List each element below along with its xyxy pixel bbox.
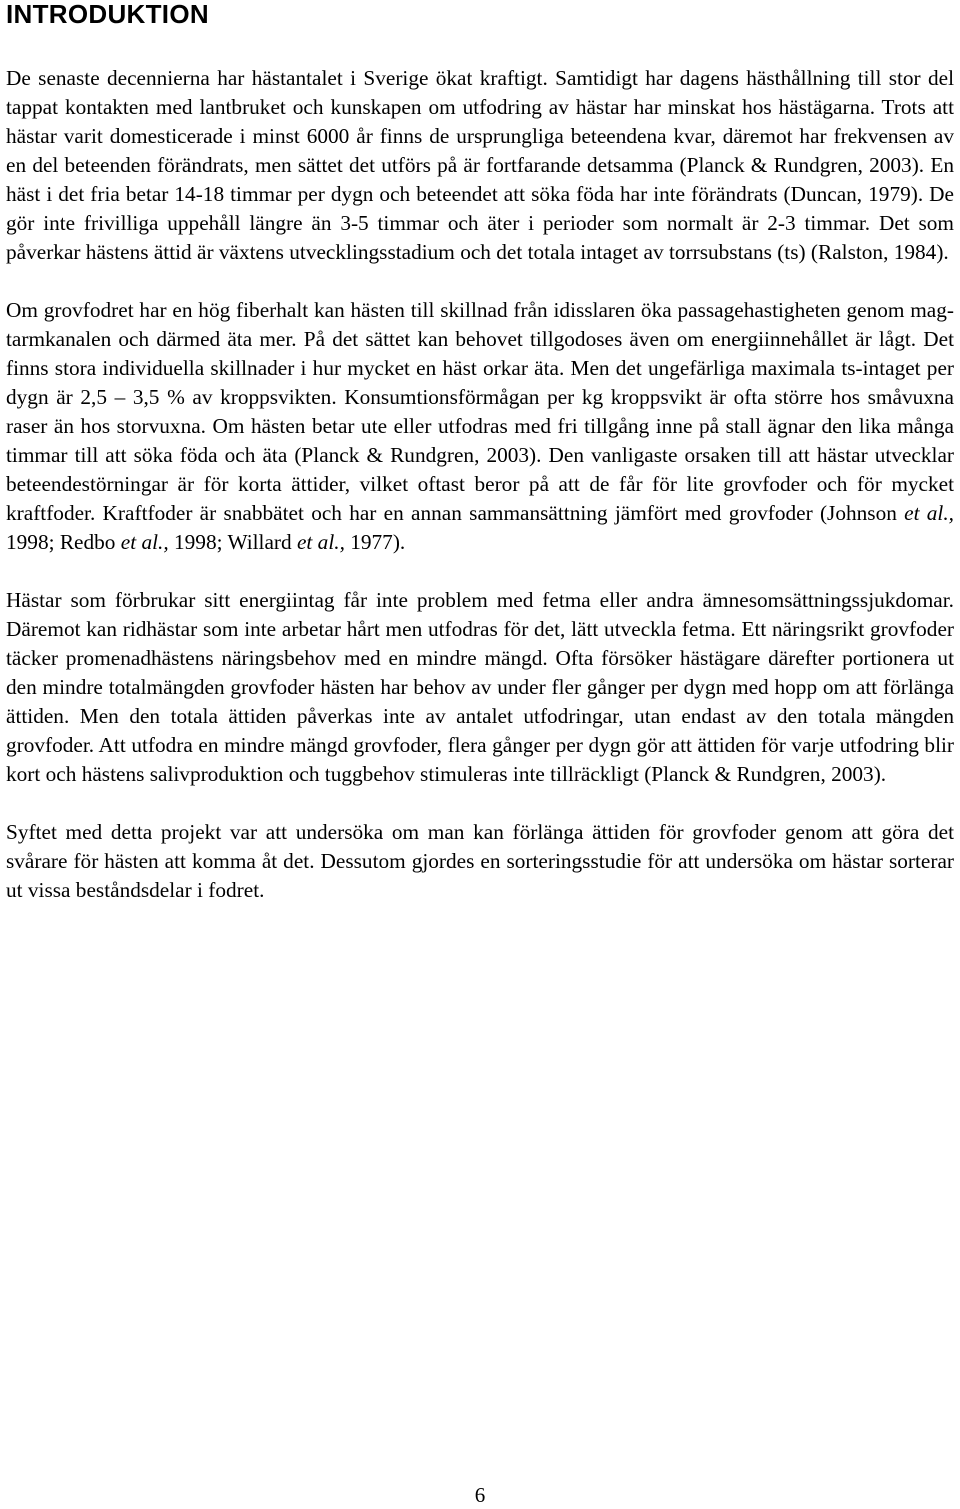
paragraph-4: Syftet med detta projekt var att undersöka om man kan förlänga ättiden för grovfoder genom att göra det svårare för hästen att komma åt det. Dessutom gjordes en sorteringsstudie för att undersöka om hästar sorterar ut vissa beståndsdelar i fodret. xyxy=(6,820,954,902)
paragraph-2-text: 1977). xyxy=(344,530,406,554)
citation-et-al: et al., xyxy=(120,530,169,554)
paragraph-2-text: Om grovfodret har en hög fiberhalt kan hästen till skillnad från idisslaren öka passagehastigheten genom mag-tarmkanalen och därmed äta mer. På det sättet kan behovet tillgodoses även om energiinnehållet är lågt. Det finns stora individuella skillnader i hur mycket en häst orkar äta. Men det ungefärliga maximala ts-intaget per dygn är 2,5 – 3,5 % av kroppsvikten. Konsumtionsförmågan per kg kroppsvikt är ofta större hos småvuxna raser än hos storvuxna. Om hästen betar ute eller utfodras med fri tillgång inne på stall ägnar den lika många timmar till att söka föda och äta (Planck & Rundgren, 2003). Den vanligaste orsaken till att hästar utvecklar beteendestörningar är för korta ättider, vilket oftast beror på att de får för lite grovfoder och för mycket kraftfoder. Kraftfoder är snabbätet och har en annan sammansättning jämfört med grovfoder (Johnson xyxy=(6,298,954,525)
document-page xyxy=(6,0,954,905)
citation-et-al: et al., xyxy=(904,501,954,525)
paragraph-2-text: 1998; Willard xyxy=(168,530,297,554)
paragraph-1: De senaste decennierna har hästantalet i Sverige ökat kraftigt. Samtidigt har dagens hästhållning till stor del tappat kontakten med lantbruket och kunskapen om utfodring av hästar har minskat hos hästägarna. Trots att hästar varit domesticerade i minst 6000 år finns de ursprungliga beteendena kvar, däremot har frekvensen av en del beteenden förändrats, men sättet det utförs på är fortfarande detsamma (Planck & Rundgren, 2003). En häst i det fria betar 14-18 timmar per dygn och beteendet att söka föda har inte förändrats (Duncan, 1979). De gör inte frivilliga uppehåll längre än 3-5 timmar och äter i perioder som normalt är 2-3 timmar. Det som påverkar hästens ättid är växtens utvecklingsstadium och det totala intaget av torrsubstans (ts) (Ralston, 1984). xyxy=(6,66,954,264)
citation-et-al: et al., xyxy=(296,530,345,554)
paragraph-2 xyxy=(6,296,954,557)
section-heading: INTRODUKTION xyxy=(6,0,209,29)
paragraph-2-text: 1998; Redbo xyxy=(6,530,121,554)
page-number: 6 xyxy=(474,1483,486,1507)
paragraph-3: Hästar som förbrukar sitt energiintag får inte problem med fetma eller andra ämnesomsättningssjukdomar. Däremot kan ridhästar som inte arbetar hårt men utfodras för det, lätt utveckla fetma. Ett näringsrikt grovfoder täcker promenadhästens näringsbehov med en mindre mängd. Ofta försöker hästägare därefter portionera ut den mindre totalmängden grovfoder hästen har behov av under fler gånger per dygn med hopp om att förlänga ättiden. Men den totala ättiden påverkas inte av antalet utfodringar, utan endast av den totala mängden grovfoder. Att utfodra en mindre mängd grovfoder, flera gånger per dygn gör att ättiden för varje utfodring blir kort och hästens salivproduktion och tuggbehov stimuleras inte tillräckligt (Planck & Rundgren, 2003). xyxy=(6,588,954,786)
